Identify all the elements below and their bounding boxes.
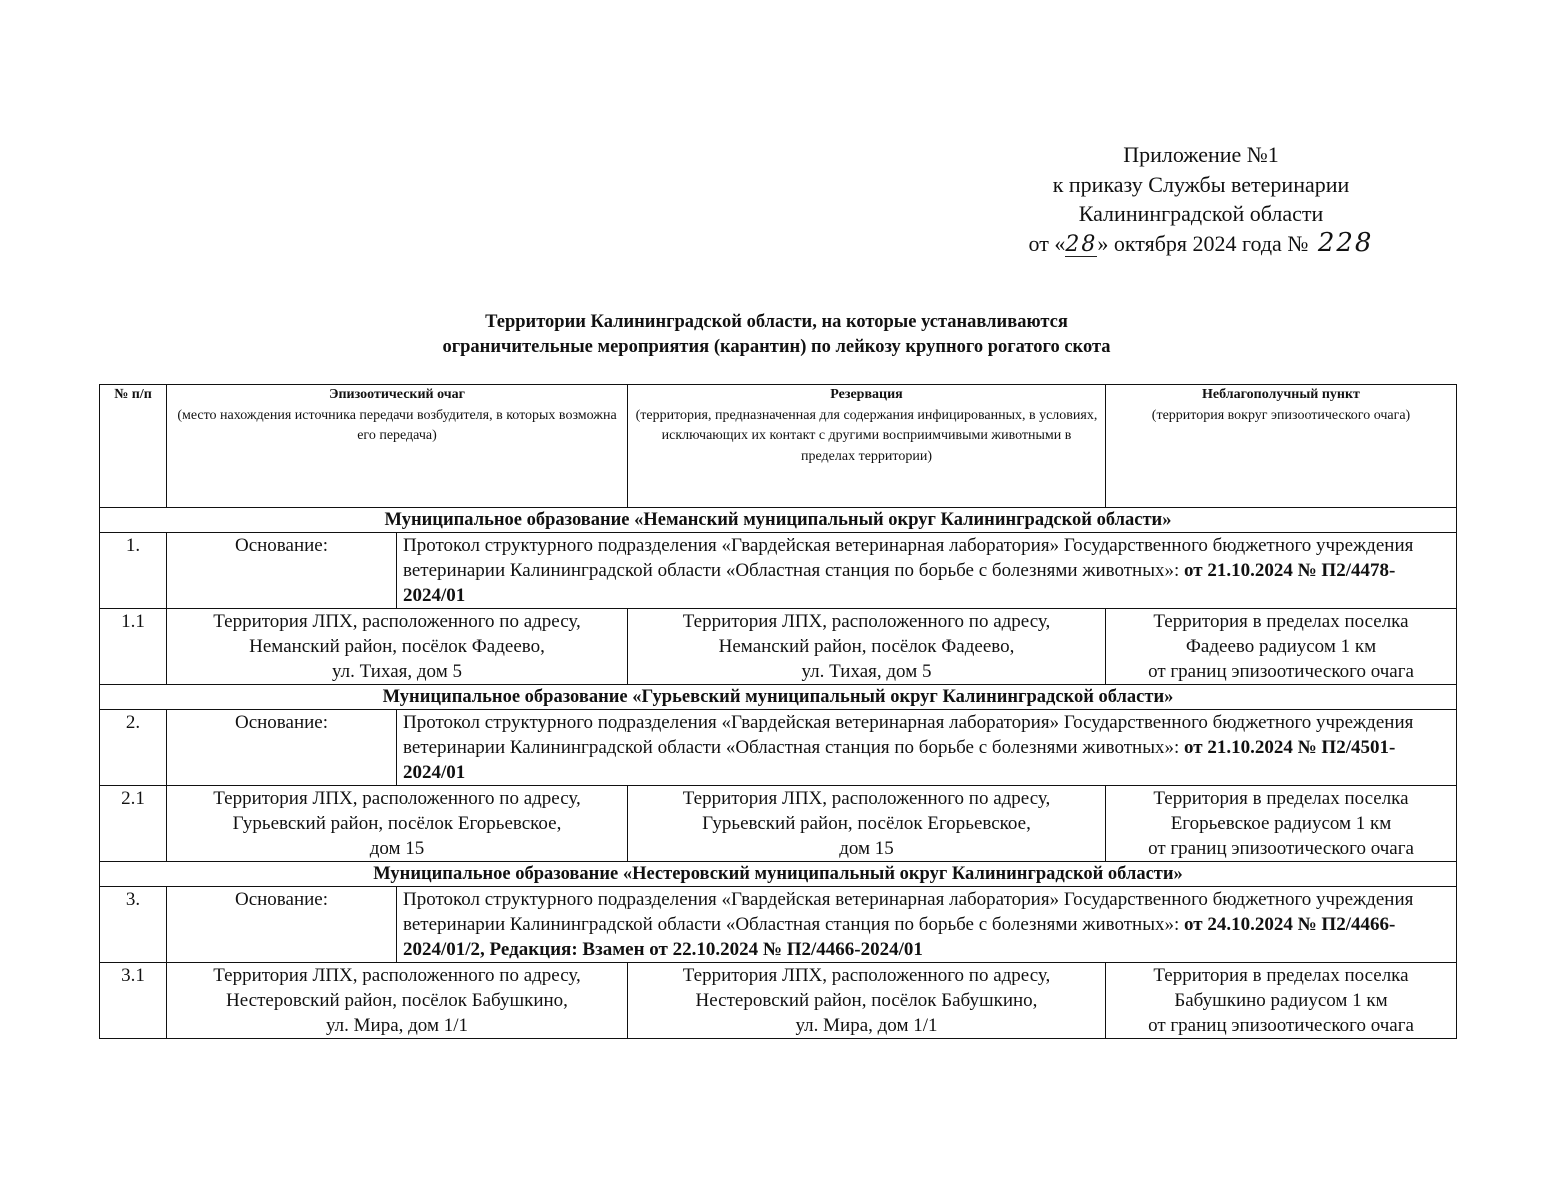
basis-text — [397, 887, 1457, 963]
reservation-cell: Территория ЛПХ, расположенного по адресу, Нестеровский район, посёлок Бабушкино, ул. Мира, дом 1/1 — [628, 963, 1106, 1039]
row-number: 1. — [100, 533, 167, 609]
basis-protocol-ref: от 21.10.2024 № П2/4501-2024/01 — [403, 737, 1396, 783]
basis-label: Основание: — [167, 710, 397, 786]
municipality-row — [100, 508, 1457, 533]
table-header-row — [100, 385, 1457, 508]
territory-row — [100, 609, 1457, 685]
basis-protocol-ref: от 21.10.2024 № П2/4478-2024/01 — [403, 560, 1396, 606]
handwritten-day: 28 — [1065, 231, 1098, 257]
header-focus — [167, 385, 628, 508]
appendix-block — [971, 140, 1431, 258]
basis-label: Основание: — [167, 887, 397, 963]
basis-protocol-ref: от 24.10.2024 № П2/4466-2024/01/2, Редакция: Взамен от 22.10.2024 № П2/4466-2024/01 — [403, 914, 1396, 960]
basis-protocol: Протокол структурного подразделения «Гвардейская ветеринарная лаборатория» Государственного бюджетного учреждения ветеринарии Калининградской области «Областная станция по борьбе с болезнями животных»: — [403, 535, 1414, 581]
sub-number: 1.1 — [100, 609, 167, 685]
header-point — [1106, 385, 1457, 508]
focus-cell: Территория ЛПХ, расположенного по адресу, Неманский район, посёлок Фадеево, ул. Тихая, дом 5 — [167, 609, 628, 685]
reservation-cell: Территория ЛПХ, расположенного по адресу, Неманский район, посёлок Фадеево, ул. Тихая, дом 5 — [628, 609, 1106, 685]
appendix-order-ref: к приказу Службы ветеринарии — [1052, 171, 1350, 197]
territory-row — [100, 786, 1457, 862]
date-middle: » октября 2024 года № — [1097, 230, 1309, 256]
basis-row — [100, 887, 1457, 963]
reservation-cell: Территория ЛПХ, расположенного по адресу, Гурьевский район, посёлок Егорьевское, дом 15 — [628, 786, 1106, 862]
row-number: 2. — [100, 710, 167, 786]
sub-number: 3.1 — [100, 963, 167, 1039]
document-title — [0, 310, 1553, 360]
focus-cell: Территория ЛПХ, расположенного по адресу, Гурьевский район, посёлок Егорьевское, дом 15 — [167, 786, 628, 862]
basis-label: Основание: — [167, 533, 397, 609]
basis-row — [100, 710, 1457, 786]
basis-row — [100, 533, 1457, 609]
point-cell: Территория в пределах поселка Бабушкино радиусом 1 км от границ эпизоотического очага — [1106, 963, 1457, 1039]
title-line-1: Территории Калининградской области, на которые устанавливаются — [485, 312, 1068, 332]
header-point-title: Неблагополучный пункт — [1202, 387, 1360, 402]
header-point-desc: (территория вокруг эпизоотического очага) — [1151, 407, 1411, 423]
municipality-row — [100, 862, 1457, 887]
municipality-name: Муниципальное образование «Неманский муниципальный округ Калининградской области» — [100, 508, 1457, 533]
basis-protocol: Протокол структурного подразделения «Гвардейская ветеринарная лаборатория» Государственного бюджетного учреждения ветеринарии Калининградской области «Областная станция по борьбе с болезнями животных»: — [403, 889, 1414, 935]
title-line-2: ограничительные мероприятия (карантин) по лейкозу крупного рогатого скота — [442, 337, 1111, 357]
basis-protocol: Протокол структурного подразделения «Гвардейская ветеринарная лаборатория» Государственного бюджетного учреждения ветеринарии Калининградской области «Областная станция по борьбе с болезнями животных»: — [403, 712, 1414, 758]
date-prefix: от « — [1028, 230, 1066, 256]
appendix-region: Калининградской области — [1078, 201, 1324, 226]
municipality-row — [100, 685, 1457, 710]
row-number: 3. — [100, 887, 167, 963]
municipality-name: Муниципальное образование «Нестеровский муниципальный округ Калининградской области» — [100, 862, 1457, 887]
basis-text — [397, 533, 1457, 609]
header-reserv-desc: (территория, предназначенная для содержания инфицированных, в условиях, исключающих их контакт с другими восприимчивыми животными в пределах территории) — [635, 407, 1098, 464]
focus-cell: Территория ЛПХ, расположенного по адресу, Нестеровский район, посёлок Бабушкино, ул. Мира, дом 1/1 — [167, 963, 628, 1039]
basis-text — [397, 710, 1457, 786]
sub-number: 2.1 — [100, 786, 167, 862]
handwritten-order-number: 228 — [1317, 227, 1374, 258]
header-reserv-title: Резервация — [830, 387, 903, 402]
territory-row — [100, 963, 1457, 1039]
header-num: № п/п — [100, 385, 167, 508]
appendix-date-line — [971, 229, 1431, 259]
header-focus-desc: (место нахождения источника передачи возбудителя, в которых возможна его передача) — [177, 407, 617, 443]
point-cell: Территория в пределах поселка Егорьевское радиусом 1 км от границ эпизоотического очага — [1106, 786, 1457, 862]
header-focus-title: Эпизоотический очаг — [328, 387, 465, 402]
point-cell: Территория в пределах поселка Фадеево радиусом 1 км от границ эпизоотического очага — [1106, 609, 1457, 685]
appendix-title: Приложение №1 — [1123, 142, 1279, 167]
territories-table — [99, 384, 1457, 1039]
municipality-name: Муниципальное образование «Гурьевский муниципальный округ Калининградской области» — [100, 685, 1457, 710]
header-reservation — [628, 385, 1106, 508]
